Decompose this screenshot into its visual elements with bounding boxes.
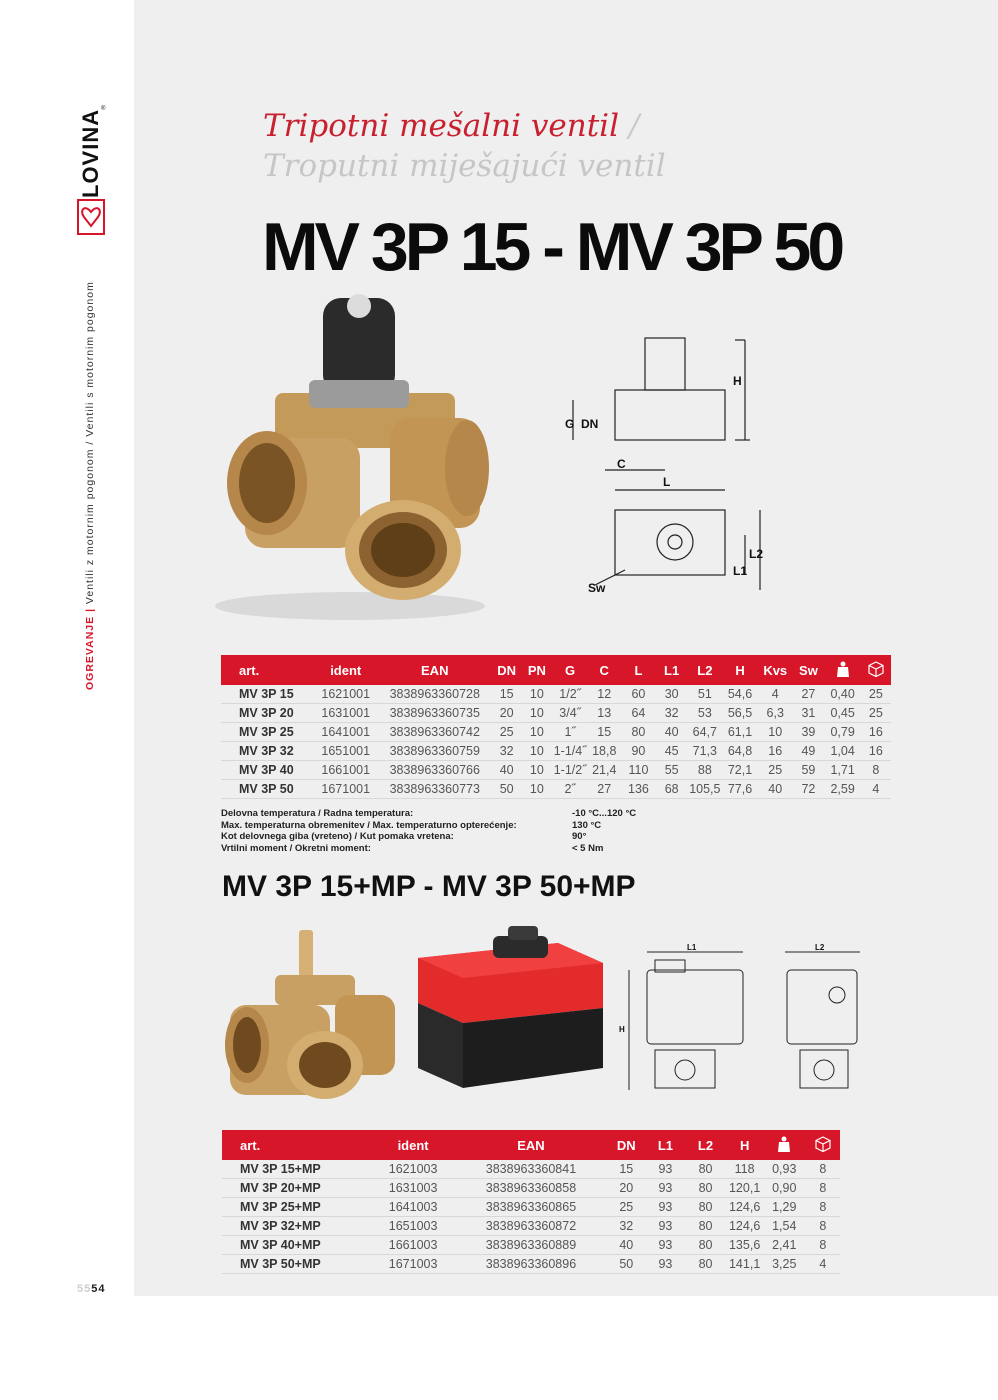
table-cell: 93 (646, 1198, 684, 1217)
dim-g-label: G (565, 417, 575, 431)
page-number-current: 54 (91, 1283, 106, 1295)
table-cell: 25 (606, 1198, 646, 1217)
col-c: C (587, 655, 621, 685)
table-cell: 3838963360872 (456, 1217, 606, 1236)
col-l: L (621, 655, 655, 685)
property-label: Max. temperaturna obremenitev / Max. temperaturno opterećenje: (221, 819, 517, 831)
table-cell: 64,7 (688, 723, 722, 742)
valve-product-image (205, 288, 505, 638)
table-cell: 15 (606, 1160, 646, 1179)
weight-icon (763, 1130, 806, 1160)
subcategory-label: Ventili z motornim pogonom / Ventili s motornim pogonom (84, 281, 96, 605)
table-cell: 80 (684, 1255, 726, 1274)
table-cell: 8 (806, 1217, 840, 1236)
col-ident: ident (370, 1130, 455, 1160)
actuator-spec-table-body (222, 1160, 840, 1274)
dim-l1-label: L1 (733, 564, 748, 578)
table-cell: 32 (606, 1217, 646, 1236)
table-row (222, 1236, 840, 1255)
property-row (221, 831, 636, 843)
property-label: Vrtilni moment / Okretni moment: (221, 842, 371, 854)
table-cell: 0,79 (825, 723, 861, 742)
col-ean: EAN (377, 655, 493, 685)
table-row (221, 704, 891, 723)
property-row (221, 808, 636, 820)
table-cell: MV 3P 25 (221, 723, 315, 742)
table-cell: 93 (646, 1217, 684, 1236)
table-cell: 30 (656, 685, 688, 704)
section-vertical-label (84, 281, 96, 690)
section2-title: MV 3P 15+MP - MV 3P 50+MP (222, 870, 636, 903)
table-cell: 3838963360742 (377, 723, 493, 742)
property-row (221, 820, 636, 832)
property-value: 130 °C (572, 819, 602, 831)
technical-properties (221, 808, 636, 854)
table-cell: 1631001 (315, 704, 377, 723)
table-cell: 6,3 (758, 704, 792, 723)
table-cell: 32 (656, 704, 688, 723)
col-l2: L2 (688, 655, 722, 685)
table-cell: 55 (656, 761, 688, 780)
table-cell: 80 (684, 1236, 726, 1255)
valve-spec-table-body (221, 685, 891, 799)
table-cell: 40 (606, 1236, 646, 1255)
table-cell: 39 (792, 723, 824, 742)
table-cell: 3838963360773 (377, 780, 493, 799)
table-cell: 1631003 (370, 1179, 455, 1198)
table-cell: 80 (684, 1198, 726, 1217)
assembly-l2-label: L2 (815, 943, 825, 952)
valve-technical-drawing (555, 330, 785, 605)
table-cell: 0,90 (763, 1179, 806, 1198)
actuator-spec-table-head (222, 1130, 840, 1160)
box-icon (861, 655, 891, 685)
table-row (221, 761, 891, 780)
table-cell: 3838963360841 (456, 1160, 606, 1179)
col-h: H (727, 1130, 763, 1160)
table-cell: 1621001 (315, 685, 377, 704)
assembly-l1-label: L1 (687, 943, 697, 952)
table-cell: 2,59 (825, 780, 861, 799)
header-row (222, 1130, 840, 1160)
page-number (77, 1283, 106, 1295)
table-cell: 13 (587, 704, 621, 723)
table-cell: 59 (792, 761, 824, 780)
assembly-h-label: H (619, 1025, 625, 1034)
table-cell: 45 (656, 742, 688, 761)
table-cell: 3838963360759 (377, 742, 493, 761)
valve-spec-table (221, 655, 891, 799)
table-cell: MV 3P 32+MP (222, 1217, 370, 1236)
table-row (221, 780, 891, 799)
table-cell: 1˝ (553, 723, 587, 742)
table-row (222, 1198, 840, 1217)
valve-spindle-image (215, 925, 405, 1110)
col-g: G (553, 655, 587, 685)
property-row (221, 843, 636, 855)
table-cell: 25 (758, 761, 792, 780)
table-cell: 93 (646, 1236, 684, 1255)
table-cell: 40 (493, 761, 521, 780)
table-cell: 1651001 (315, 742, 377, 761)
col-l1: L1 (656, 655, 688, 685)
table-cell: 3838963360766 (377, 761, 493, 780)
table-cell: 8 (806, 1160, 840, 1179)
table-cell: 80 (621, 723, 655, 742)
dim-h-label: H (733, 374, 742, 388)
col-art: art. (222, 1130, 370, 1160)
col-ident: ident (315, 655, 377, 685)
table-cell: 80 (684, 1217, 726, 1236)
table-cell: 8 (806, 1198, 840, 1217)
table-cell: 105,5 (688, 780, 722, 799)
actuator-assembly-drawing (615, 940, 865, 1110)
table-row (221, 723, 891, 742)
table-cell: 88 (688, 761, 722, 780)
table-cell: 1651003 (370, 1217, 455, 1236)
table-cell: 15 (493, 685, 521, 704)
table-cell: 1,04 (825, 742, 861, 761)
table-cell: 90 (621, 742, 655, 761)
table-cell: 3838963360858 (456, 1179, 606, 1198)
table-cell: 31 (792, 704, 824, 723)
sidebar (0, 0, 134, 1296)
model-range-title: MV 3P 15 - MV 3P 50 (262, 209, 842, 285)
header-row (221, 655, 891, 685)
table-cell: 120,1 (727, 1179, 763, 1198)
svg-text:®: ® (101, 106, 106, 112)
actuator-product-image (408, 918, 613, 1093)
col-l2: L2 (684, 1130, 726, 1160)
table-row (222, 1255, 840, 1274)
table-cell: 64,8 (722, 742, 758, 761)
table-cell: MV 3P 50+MP (222, 1255, 370, 1274)
actuator-spec-table (222, 1130, 840, 1274)
table-cell: 16 (861, 723, 891, 742)
table-cell: 1/2˝ (553, 685, 587, 704)
category-label: OGREVANJE (84, 615, 96, 690)
table-cell: 1671001 (315, 780, 377, 799)
table-cell: 1661001 (315, 761, 377, 780)
page-number-faint: 55 (77, 1283, 92, 1295)
table-cell: 27 (587, 780, 621, 799)
table-cell: MV 3P 20 (221, 704, 315, 723)
table-cell: 21,4 (587, 761, 621, 780)
table-row (221, 742, 891, 761)
table-cell: 16 (758, 742, 792, 761)
table-cell: MV 3P 25+MP (222, 1198, 370, 1217)
table-cell: 10 (758, 723, 792, 742)
table-cell: 32 (493, 742, 521, 761)
table-cell: 141,1 (727, 1255, 763, 1274)
col-kvs: Kvs (758, 655, 792, 685)
table-cell: 1-1/2˝ (553, 761, 587, 780)
table-cell: 0,40 (825, 685, 861, 704)
table-cell: 12 (587, 685, 621, 704)
table-cell: 124,6 (727, 1198, 763, 1217)
col-dn: DN (606, 1130, 646, 1160)
table-cell: 1,54 (763, 1217, 806, 1236)
table-cell: 4 (806, 1255, 840, 1274)
box-icon (806, 1130, 840, 1160)
table-cell: 3/4˝ (553, 704, 587, 723)
table-cell: MV 3P 32 (221, 742, 315, 761)
table-cell: 10 (521, 685, 553, 704)
table-cell: 77,6 (722, 780, 758, 799)
table-cell: 93 (646, 1255, 684, 1274)
table-cell: 20 (606, 1179, 646, 1198)
table-cell: 93 (646, 1160, 684, 1179)
title-slash: / (619, 108, 640, 144)
dim-l-label: L (663, 475, 671, 489)
table-cell: 136 (621, 780, 655, 799)
table-cell: MV 3P 50 (221, 780, 315, 799)
table-cell: MV 3P 40+MP (222, 1236, 370, 1255)
table-cell: 68 (656, 780, 688, 799)
table-cell: 72 (792, 780, 824, 799)
table-cell: 8 (806, 1179, 840, 1198)
separator: | (84, 604, 96, 616)
table-cell: 54,6 (722, 685, 758, 704)
table-cell: 10 (521, 723, 553, 742)
table-cell: 72,1 (722, 761, 758, 780)
dim-c-label: C (617, 457, 626, 471)
brand-logo (76, 104, 106, 236)
dim-l2-label: L2 (749, 547, 764, 561)
table-cell: 1641003 (370, 1198, 455, 1217)
table-cell: MV 3P 15+MP (222, 1160, 370, 1179)
table-cell: 40 (656, 723, 688, 742)
table-row (222, 1160, 840, 1179)
table-cell: 1,71 (825, 761, 861, 780)
title-sl-text: Tripotni mešalni ventil (263, 108, 620, 144)
table-cell: 50 (493, 780, 521, 799)
table-cell: 10 (521, 742, 553, 761)
table-cell: 15 (587, 723, 621, 742)
table-row (222, 1217, 840, 1236)
table-cell: 61,1 (722, 723, 758, 742)
table-cell: 118 (727, 1160, 763, 1179)
property-label: Kot delovnega giba (vreteno) / Kut pomaka vretena: (221, 831, 454, 842)
valve-spec-table-head (221, 655, 891, 685)
property-value: < 5 Nm (572, 842, 604, 854)
table-cell: 51 (688, 685, 722, 704)
table-cell: 10 (521, 780, 553, 799)
table-row (221, 685, 891, 704)
table-cell: 71,3 (688, 742, 722, 761)
table-cell: 1-1/4˝ (553, 742, 587, 761)
table-cell: 3838963360896 (456, 1255, 606, 1274)
title-croatian: Troputni miješajući ventil (263, 148, 666, 184)
table-cell: 50 (606, 1255, 646, 1274)
table-cell: 135,6 (727, 1236, 763, 1255)
table-cell: 93 (646, 1179, 684, 1198)
table-cell: 0,93 (763, 1160, 806, 1179)
table-cell: MV 3P 40 (221, 761, 315, 780)
table-cell: 4 (861, 780, 891, 799)
table-cell: 3838963360865 (456, 1198, 606, 1217)
table-cell: 25 (861, 704, 891, 723)
property-value: -10 °C...120 °C (572, 808, 637, 819)
table-cell: 25 (861, 685, 891, 704)
table-cell: 1641001 (315, 723, 377, 742)
col-l1: L1 (646, 1130, 684, 1160)
dim-sw-label: Sw (588, 581, 606, 595)
col-art: art. (221, 655, 315, 685)
col-pn: PN (521, 655, 553, 685)
col-ean: EAN (456, 1130, 606, 1160)
table-cell: 80 (684, 1179, 726, 1198)
table-cell: 53 (688, 704, 722, 723)
table-cell: 3,25 (763, 1255, 806, 1274)
table-cell: 8 (806, 1236, 840, 1255)
property-value: 90° (572, 831, 587, 842)
table-cell: 64 (621, 704, 655, 723)
table-cell: 49 (792, 742, 824, 761)
col-sw: Sw (792, 655, 824, 685)
table-cell: 3838963360889 (456, 1236, 606, 1255)
property-label: Delovna temperatura / Radna temperatura: (221, 808, 414, 819)
table-cell: 124,6 (727, 1217, 763, 1236)
table-cell: 80 (684, 1160, 726, 1179)
table-cell: 2˝ (553, 780, 587, 799)
table-cell: 10 (521, 704, 553, 723)
table-cell: 4 (758, 685, 792, 704)
table-cell: 27 (792, 685, 824, 704)
table-cell: 3838963360735 (377, 704, 493, 723)
table-cell: 3838963360728 (377, 685, 493, 704)
table-cell: 25 (493, 723, 521, 742)
col-h: H (722, 655, 758, 685)
table-row (222, 1179, 840, 1198)
svg-text:LOVINA: LOVINA (78, 108, 103, 198)
table-cell: 40 (758, 780, 792, 799)
weight-icon (825, 655, 861, 685)
dim-dn-label: DN (581, 417, 599, 431)
table-cell: 10 (521, 761, 553, 780)
table-cell: MV 3P 20+MP (222, 1179, 370, 1198)
table-cell: 20 (493, 704, 521, 723)
table-cell: 1,29 (763, 1198, 806, 1217)
table-cell: 1661003 (370, 1236, 455, 1255)
table-cell: 60 (621, 685, 655, 704)
title-slovenian (263, 108, 639, 144)
table-cell: 16 (861, 742, 891, 761)
table-cell: 1671003 (370, 1255, 455, 1274)
table-cell: 110 (621, 761, 655, 780)
table-cell: 0,45 (825, 704, 861, 723)
page-bottom (0, 1296, 998, 1400)
table-cell: 56,5 (722, 704, 758, 723)
col-dn: DN (493, 655, 521, 685)
table-cell: 8 (861, 761, 891, 780)
table-cell: 2,41 (763, 1236, 806, 1255)
table-cell: MV 3P 15 (221, 685, 315, 704)
table-cell: 1621003 (370, 1160, 455, 1179)
table-cell: 18,8 (587, 742, 621, 761)
